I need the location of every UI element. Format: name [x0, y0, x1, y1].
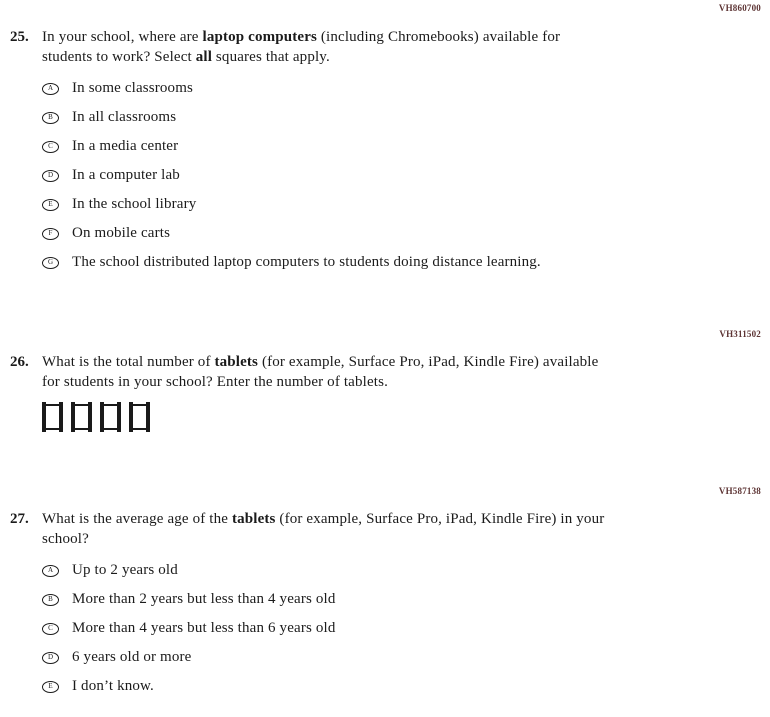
- question-body: [42, 27, 758, 277]
- option-label: More than 2 years but less than 4 years old: [72, 591, 336, 607]
- option-label: On mobile carts: [72, 225, 171, 241]
- option-label: In the school library: [72, 196, 197, 212]
- q25-option-bubble-d[interactable]: D: [42, 170, 59, 182]
- answer-option-row: [42, 161, 758, 190]
- answer-option-row: [42, 74, 758, 103]
- option-label: 6 years old or more: [72, 649, 192, 665]
- q25-option-bubble-g[interactable]: G: [42, 257, 59, 269]
- question-text-line-2: for students in your school? Enter the number of tablets.: [42, 374, 388, 390]
- question-text-line-2: school?: [42, 531, 89, 547]
- question-body: [42, 352, 758, 430]
- answer-option-row: [42, 219, 758, 248]
- question-text-line-1: What is the total number of tablets (for example, Surface Pro, iPad, Kindle Fire) available: [42, 354, 599, 370]
- q27-option-bubble-b[interactable]: B: [42, 594, 59, 606]
- question-number: 27.: [10, 511, 29, 527]
- question-block-27: [10, 509, 758, 701]
- answer-option-row: [42, 190, 758, 219]
- answer-option-row: [42, 556, 758, 585]
- question-code-vh311502: VH311502: [719, 329, 761, 339]
- question-text-line-1: In your school, where are laptop computers (including Chromebooks) available for: [42, 29, 561, 45]
- option-label: The school distributed laptop computers to students doing distance learning.: [72, 254, 541, 270]
- option-label: In some classrooms: [72, 80, 194, 96]
- option-label: In all classrooms: [72, 109, 177, 125]
- question-text-line-1: What is the average age of the tablets (for example, Surface Pro, iPad, Kindle Fire) in your: [42, 511, 605, 527]
- question-text-line-2: students to work? Select all squares that apply.: [42, 49, 330, 65]
- number-entry-box-2[interactable]: [71, 404, 92, 430]
- number-entry-boxes: [42, 404, 758, 430]
- question-number: 25.: [10, 29, 29, 45]
- option-label: In a computer lab: [72, 167, 180, 183]
- question-code-vh587138: VH587138: [718, 486, 761, 496]
- q25-option-bubble-e[interactable]: E: [42, 199, 59, 211]
- q27-option-bubble-d[interactable]: D: [42, 652, 59, 664]
- answer-options-list: [42, 556, 758, 701]
- q25-option-bubble-b[interactable]: B: [42, 112, 59, 124]
- option-label: In a media center: [72, 138, 179, 154]
- number-entry-box-1[interactable]: [42, 404, 63, 430]
- question-code-vh860700: VH860700: [718, 3, 761, 13]
- answer-option-row: [42, 614, 758, 643]
- option-label: Up to 2 years old: [72, 562, 178, 578]
- q25-option-bubble-f[interactable]: F: [42, 228, 59, 240]
- question-block-25: [10, 27, 758, 277]
- number-entry-box-3[interactable]: [100, 404, 121, 430]
- answer-option-row: [42, 248, 758, 277]
- number-entry-box-4[interactable]: [129, 404, 150, 430]
- question-number: 26.: [10, 354, 29, 370]
- question-block-26: [10, 352, 758, 430]
- answer-option-row: [42, 672, 758, 701]
- q27-option-bubble-c[interactable]: C: [42, 623, 59, 635]
- q27-option-bubble-a[interactable]: A: [42, 565, 59, 577]
- answer-option-row: [42, 103, 758, 132]
- answer-option-row: [42, 132, 758, 161]
- answer-option-row: [42, 643, 758, 672]
- q25-option-bubble-a[interactable]: A: [42, 83, 59, 95]
- answer-option-row: [42, 585, 758, 614]
- option-label: I don’t know.: [72, 678, 154, 694]
- question-body: [42, 509, 758, 701]
- q25-option-bubble-c[interactable]: C: [42, 141, 59, 153]
- option-label: More than 4 years but less than 6 years old: [72, 620, 336, 636]
- answer-options-list: [42, 74, 758, 277]
- q27-option-bubble-e[interactable]: E: [42, 681, 59, 693]
